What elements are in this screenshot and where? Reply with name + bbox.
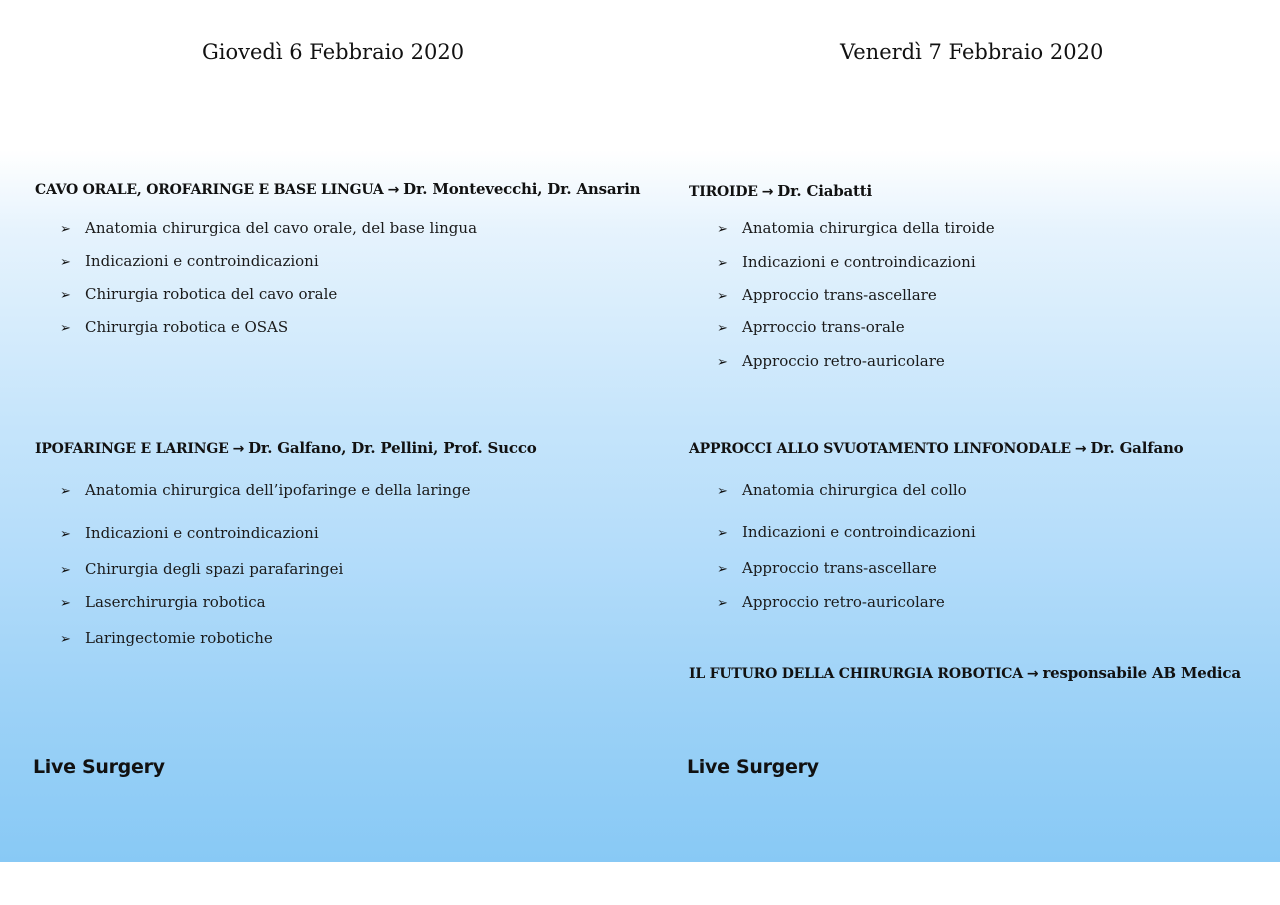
arrowhead-bullet-icon: ➢	[717, 484, 728, 499]
list-item	[60, 593, 266, 611]
list-item-text: Approccio trans-ascellare	[742, 559, 937, 577]
section-presenter: responsabile AB Medica	[1042, 664, 1241, 682]
list-item	[717, 286, 937, 304]
list-item	[60, 629, 273, 647]
right-arrow-icon: →	[232, 441, 245, 457]
list-item-text: Laserchirurgia robotica	[85, 593, 266, 611]
section-title-text: TIROIDE	[689, 184, 758, 200]
arrowhead-bullet-icon: ➢	[717, 222, 728, 237]
section-title-text: CAVO ORALE, OROFARINGE E BASE LINGUA	[35, 182, 384, 198]
list-item	[60, 219, 477, 237]
arrowhead-bullet-icon: ➢	[717, 289, 728, 304]
list-item	[717, 593, 945, 611]
arrowhead-bullet-icon: ➢	[60, 484, 71, 499]
section-presenter: Dr. Galfano	[1090, 439, 1184, 457]
list-item	[60, 318, 288, 336]
arrowhead-bullet-icon: ➢	[717, 526, 728, 541]
list-item-text: Approccio retro-auricolare	[742, 352, 945, 370]
list-item	[60, 560, 343, 578]
section-presenter: Dr. Ciabatti	[777, 182, 872, 200]
list-item	[60, 252, 319, 270]
arrowhead-bullet-icon: ➢	[60, 527, 71, 542]
list-item-text: Anatomia chirurgica dell’ipofaringe e della laringe	[85, 481, 471, 499]
list-item	[60, 285, 337, 303]
arrowhead-bullet-icon: ➢	[60, 222, 71, 237]
arrowhead-bullet-icon: ➢	[60, 563, 71, 578]
list-item	[60, 524, 319, 542]
section-title-svuotamento	[689, 439, 1183, 457]
list-item-text: Chirurgia degli spazi parafaringei	[85, 560, 344, 578]
arrowhead-bullet-icon: ➢	[717, 562, 728, 577]
section-title-text: IPOFARINGE E LARINGE	[35, 441, 229, 457]
right-arrow-icon: →	[761, 184, 774, 200]
right-arrow-icon: →	[1026, 666, 1039, 682]
arrowhead-bullet-icon: ➢	[717, 321, 728, 336]
list-item	[717, 481, 967, 499]
list-item-text: Laringectomie robotiche	[85, 629, 273, 647]
list-item	[717, 523, 976, 541]
day-date-thursday: Giovedì 6 Febbraio 2020	[202, 40, 465, 64]
arrowhead-bullet-icon: ➢	[717, 355, 728, 370]
list-item-text: Chirurgia robotica e OSAS	[85, 318, 289, 336]
arrowhead-bullet-icon: ➢	[60, 596, 71, 611]
list-item	[717, 559, 937, 577]
list-item-text: Anatomia chirurgica del collo	[742, 481, 967, 499]
arrowhead-bullet-icon: ➢	[60, 288, 71, 303]
arrowhead-bullet-icon: ➢	[60, 632, 71, 647]
list-item-text: Indicazioni e controindicazioni	[85, 252, 319, 270]
section-title-text: APPROCCI ALLO SVUOTAMENTO LINFONODALE	[689, 441, 1071, 457]
list-item	[60, 481, 471, 499]
list-item	[717, 219, 995, 237]
section-title-text: IL FUTURO DELLA CHIRURGIA ROBOTICA	[689, 666, 1023, 682]
list-item	[717, 352, 945, 370]
arrowhead-bullet-icon: ➢	[60, 321, 71, 336]
list-item-text: Indicazioni e controindicazioni	[85, 524, 319, 542]
section-title-cavo-orale	[35, 180, 640, 198]
list-item-text: Anatomia chirurgica del cavo orale, del base lingua	[85, 219, 478, 237]
right-arrow-icon: →	[387, 182, 400, 198]
live-surgery-thursday: Live Surgery	[33, 756, 165, 778]
arrowhead-bullet-icon: ➢	[717, 596, 728, 611]
list-item-text: Anatomia chirurgica della tiroide	[742, 219, 995, 237]
list-item	[717, 253, 976, 271]
right-arrow-icon: →	[1074, 441, 1087, 457]
list-item-text: Indicazioni e controindicazioni	[742, 523, 976, 541]
list-item	[717, 318, 905, 336]
list-item-text: Approccio trans-ascellare	[742, 286, 937, 304]
section-presenter: Dr. Galfano, Dr. Pellini, Prof. Succo	[248, 439, 537, 457]
list-item-text: Indicazioni e controindicazioni	[742, 253, 976, 271]
day-date-friday: Venerdì 7 Febbraio 2020	[840, 40, 1104, 64]
arrowhead-bullet-icon: ➢	[60, 255, 71, 270]
list-item-text: Chirurgia robotica del cavo orale	[85, 285, 338, 303]
list-item-text: Aprroccio trans-orale	[742, 318, 905, 336]
list-item-text: Approccio retro-auricolare	[742, 593, 945, 611]
section-presenter: Dr. Montevecchi, Dr. Ansarin	[403, 180, 641, 198]
section-title-ipofaringe	[35, 439, 537, 457]
arrowhead-bullet-icon: ➢	[717, 256, 728, 271]
section-title-futuro	[689, 664, 1241, 682]
section-title-tiroide	[689, 182, 872, 200]
live-surgery-friday: Live Surgery	[687, 756, 819, 778]
